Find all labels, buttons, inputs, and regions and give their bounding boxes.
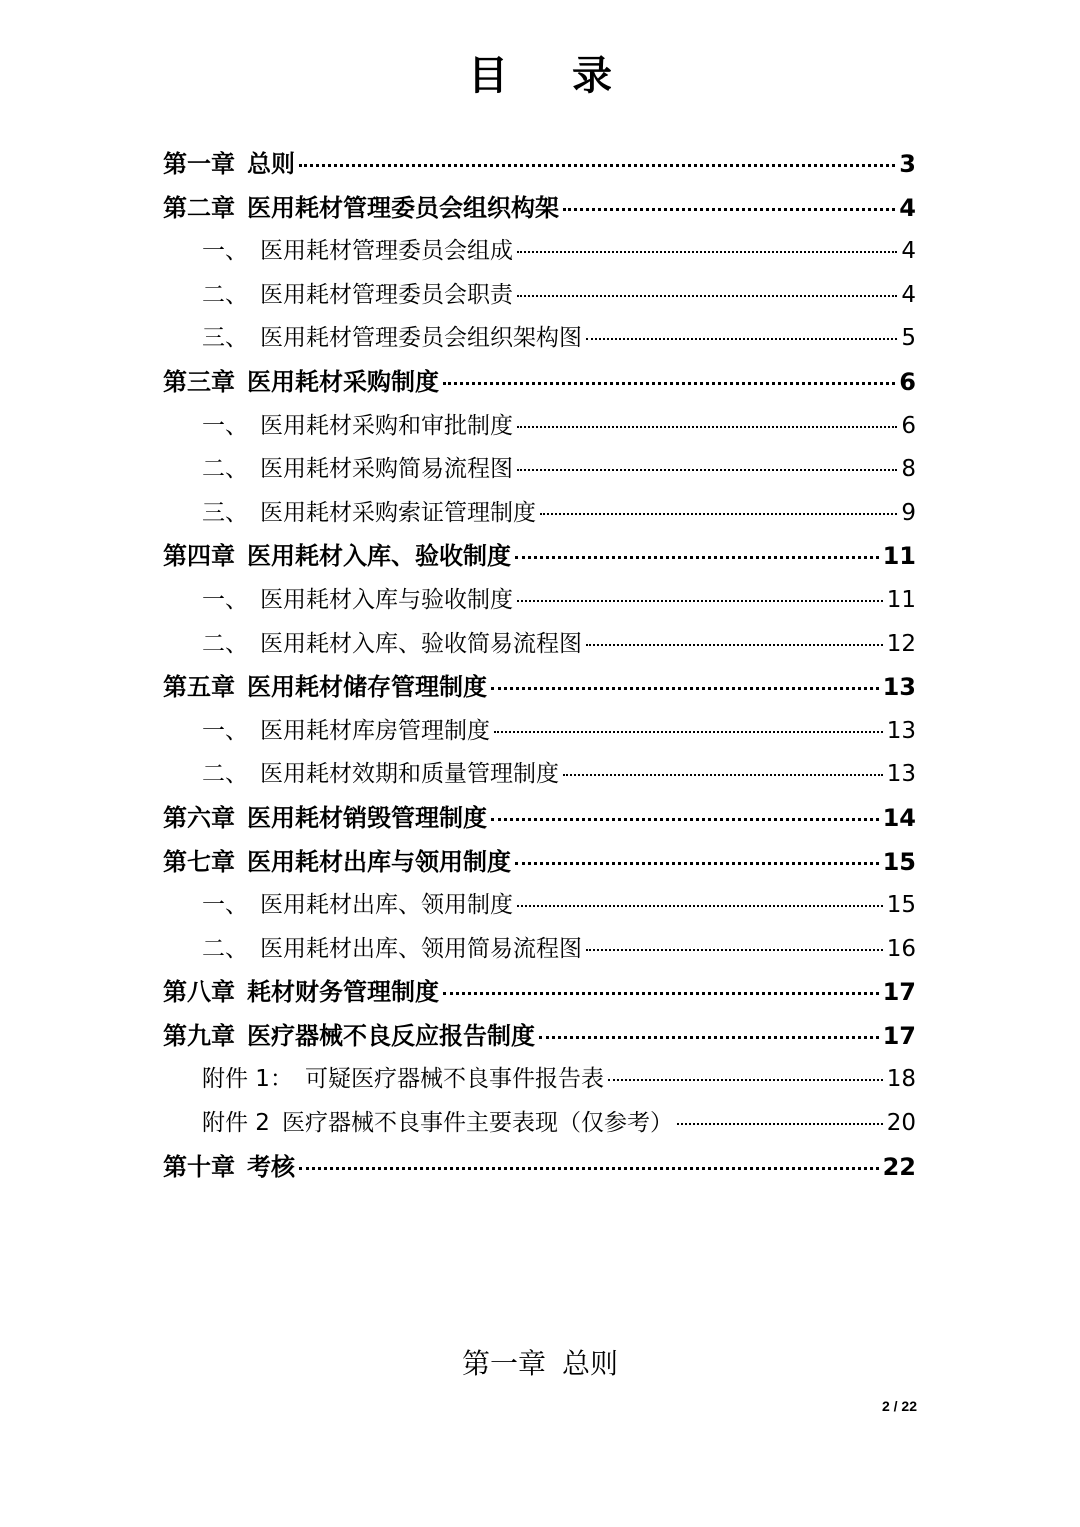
toc-dot-leader bbox=[539, 1036, 879, 1039]
toc-entry-number: 第六章 bbox=[163, 803, 235, 832]
toc-entry-title: 医用耗材销毁管理制度 bbox=[247, 803, 487, 832]
toc-dot-leader bbox=[608, 1079, 883, 1081]
chapter-heading bbox=[0, 1342, 1080, 1386]
page-number: 2 / 22 bbox=[881, 1398, 917, 1414]
page-title-part2: 录 bbox=[572, 53, 612, 99]
toc-entry-title: 医用耗材入库、验收简易流程图 bbox=[260, 630, 582, 657]
toc-entry-number: 二、 bbox=[202, 281, 248, 308]
toc-entry-page: 11 bbox=[882, 542, 916, 571]
toc-section-entry[interactable] bbox=[163, 492, 916, 536]
toc-entry-number: 附件 1： bbox=[202, 1066, 293, 1093]
toc-entry-number: 第五章 bbox=[163, 673, 235, 702]
toc-entry-page: 13 bbox=[882, 673, 916, 702]
toc-dot-leader bbox=[517, 426, 897, 428]
toc-entry-page: 16 bbox=[886, 935, 916, 962]
toc-entry-number: 一、 bbox=[202, 717, 248, 744]
toc-entry-page: 18 bbox=[886, 1066, 916, 1093]
toc-entry-number: 二、 bbox=[202, 761, 248, 788]
toc-dot-leader bbox=[586, 338, 897, 340]
toc-dot-leader bbox=[491, 818, 879, 821]
toc-entry-number: 三、 bbox=[202, 325, 248, 352]
toc-entry-title: 医用耗材管理委员会组织架构图 bbox=[260, 325, 582, 352]
toc-section-entry[interactable] bbox=[163, 448, 916, 492]
toc-chapter-entry[interactable] bbox=[163, 1015, 916, 1059]
toc-entry-page: 20 bbox=[886, 1110, 916, 1137]
toc-dot-leader bbox=[299, 164, 895, 167]
toc-entry-number: 二、 bbox=[202, 630, 248, 657]
toc-dot-leader bbox=[517, 295, 897, 297]
toc-dot-leader bbox=[299, 1167, 879, 1170]
toc-entry-number: 一、 bbox=[202, 412, 248, 439]
toc-section-entry[interactable] bbox=[163, 230, 916, 274]
toc-entry-title: 医用耗材储存管理制度 bbox=[247, 673, 487, 702]
toc-section-entry[interactable] bbox=[163, 317, 916, 361]
toc-dot-leader bbox=[515, 556, 879, 559]
toc-section-entry[interactable] bbox=[163, 274, 916, 318]
toc-chapter-entry[interactable] bbox=[163, 971, 916, 1015]
toc-entry-page: 4 bbox=[901, 238, 916, 265]
toc-entry-number: 一、 bbox=[202, 892, 248, 919]
table-of-contents bbox=[163, 143, 916, 1189]
toc-entry-page: 17 bbox=[882, 978, 916, 1007]
toc-chapter-entry[interactable] bbox=[163, 797, 916, 841]
toc-dot-leader bbox=[491, 687, 879, 690]
toc-entry-page: 9 bbox=[901, 499, 916, 526]
toc-entry-page: 8 bbox=[901, 456, 916, 483]
toc-entry-page: 13 bbox=[886, 761, 916, 788]
toc-dot-leader bbox=[443, 992, 879, 995]
toc-entry-number: 第一章 bbox=[163, 150, 235, 178]
toc-entry-title: 医用耗材采购制度 bbox=[247, 367, 439, 396]
toc-entry-page: 15 bbox=[886, 892, 916, 919]
toc-dot-leader bbox=[586, 644, 883, 646]
toc-dot-leader bbox=[517, 600, 883, 602]
toc-chapter-entry[interactable] bbox=[163, 187, 916, 231]
toc-dot-leader bbox=[677, 1123, 883, 1125]
toc-entry-title: 医疗器械不良事件主要表现（仅参考） bbox=[281, 1110, 673, 1137]
toc-entry-title: 耗材财务管理制度 bbox=[247, 978, 439, 1007]
toc-dot-leader bbox=[515, 862, 879, 865]
toc-entry-number: 附件 2 bbox=[202, 1110, 270, 1137]
toc-entry-title: 医用耗材采购简易流程图 bbox=[260, 456, 513, 483]
toc-entry-number: 第八章 bbox=[163, 978, 235, 1007]
toc-section-entry[interactable] bbox=[163, 623, 916, 667]
toc-entry-title: 医用耗材管理委员会组成 bbox=[260, 238, 513, 265]
toc-entry-number: 第七章 bbox=[163, 847, 235, 876]
toc-chapter-entry[interactable] bbox=[163, 361, 916, 405]
toc-dot-leader bbox=[563, 774, 883, 776]
toc-entry-page: 6 bbox=[899, 367, 916, 396]
toc-entry-number: 一、 bbox=[202, 238, 248, 265]
toc-section-entry[interactable] bbox=[163, 884, 916, 928]
toc-dot-leader bbox=[517, 469, 897, 471]
toc-chapter-entry[interactable] bbox=[163, 666, 916, 710]
toc-entry-title: 医用耗材采购索证管理制度 bbox=[260, 499, 536, 526]
chapter-heading-text: 总则 bbox=[562, 1347, 619, 1380]
toc-section-entry[interactable] bbox=[163, 928, 916, 972]
toc-dot-leader bbox=[517, 251, 897, 253]
toc-entry-title: 总则 bbox=[247, 150, 295, 178]
toc-entry-page: 6 bbox=[901, 412, 916, 439]
toc-dot-leader bbox=[540, 513, 897, 515]
toc-entry-page: 11 bbox=[886, 586, 916, 613]
toc-dot-leader bbox=[443, 382, 895, 385]
toc-entry-title: 医用耗材出库、领用简易流程图 bbox=[260, 935, 582, 962]
toc-dot-leader bbox=[517, 905, 883, 907]
toc-entry-number: 三、 bbox=[202, 499, 248, 526]
toc-entry-number: 二、 bbox=[202, 935, 248, 962]
page-title-part1: 目 bbox=[468, 53, 508, 99]
toc-entry-page: 17 bbox=[882, 1021, 916, 1050]
toc-entry-page: 3 bbox=[899, 150, 916, 178]
toc-section-entry[interactable] bbox=[163, 753, 916, 797]
toc-entry-title: 医用耗材入库、验收制度 bbox=[247, 542, 511, 571]
toc-entry-number: 第三章 bbox=[163, 367, 235, 396]
toc-entry-title: 医疗器械不良反应报告制度 bbox=[247, 1021, 535, 1050]
toc-entry-title: 医用耗材采购和审批制度 bbox=[260, 412, 513, 439]
toc-entry-page: 22 bbox=[882, 1152, 916, 1181]
toc-dot-leader bbox=[494, 731, 883, 733]
toc-entry-title: 医用耗材出库、领用制度 bbox=[260, 892, 513, 919]
toc-chapter-entry[interactable] bbox=[163, 1146, 916, 1190]
toc-entry-page: 14 bbox=[882, 803, 916, 832]
chapter-heading-number: 第一章 bbox=[461, 1347, 546, 1380]
toc-dot-leader bbox=[563, 208, 895, 211]
toc-entry-number: 第十章 bbox=[163, 1152, 235, 1181]
toc-entry-title: 考核 bbox=[247, 1152, 295, 1181]
toc-entry-title: 医用耗材效期和质量管理制度 bbox=[260, 761, 559, 788]
toc-section-entry[interactable] bbox=[163, 405, 916, 449]
toc-chapter-entry[interactable] bbox=[163, 535, 916, 579]
toc-section-entry[interactable] bbox=[163, 1102, 916, 1146]
toc-entry-title: 医用耗材管理委员会职责 bbox=[260, 281, 513, 308]
page-title bbox=[0, 48, 1080, 104]
toc-section-entry[interactable] bbox=[163, 579, 916, 623]
toc-entry-page: 5 bbox=[901, 325, 916, 352]
toc-entry-title: 医用耗材库房管理制度 bbox=[260, 717, 490, 744]
toc-dot-leader bbox=[586, 949, 883, 951]
toc-entry-page: 13 bbox=[886, 717, 916, 744]
toc-entry-title: 医用耗材管理委员会组织构架 bbox=[247, 193, 559, 222]
toc-entry-page: 12 bbox=[886, 630, 916, 657]
toc-entry-title: 医用耗材入库与验收制度 bbox=[260, 586, 513, 613]
toc-entry-number: 第九章 bbox=[163, 1021, 235, 1050]
toc-entry-number: 一、 bbox=[202, 586, 248, 613]
toc-entry-number: 二、 bbox=[202, 456, 248, 483]
toc-chapter-entry[interactable] bbox=[163, 143, 916, 187]
toc-entry-page: 15 bbox=[882, 847, 916, 876]
toc-entry-title: 可疑医疗器械不良事件报告表 bbox=[304, 1066, 604, 1093]
toc-entry-number: 第二章 bbox=[163, 193, 235, 222]
toc-entry-title: 医用耗材出库与领用制度 bbox=[247, 847, 511, 876]
toc-entry-page: 4 bbox=[901, 281, 916, 308]
toc-chapter-entry[interactable] bbox=[163, 841, 916, 885]
toc-section-entry[interactable] bbox=[163, 1058, 916, 1102]
toc-entry-number: 第四章 bbox=[163, 542, 235, 571]
toc-entry-page: 4 bbox=[899, 193, 916, 222]
toc-section-entry[interactable] bbox=[163, 710, 916, 754]
